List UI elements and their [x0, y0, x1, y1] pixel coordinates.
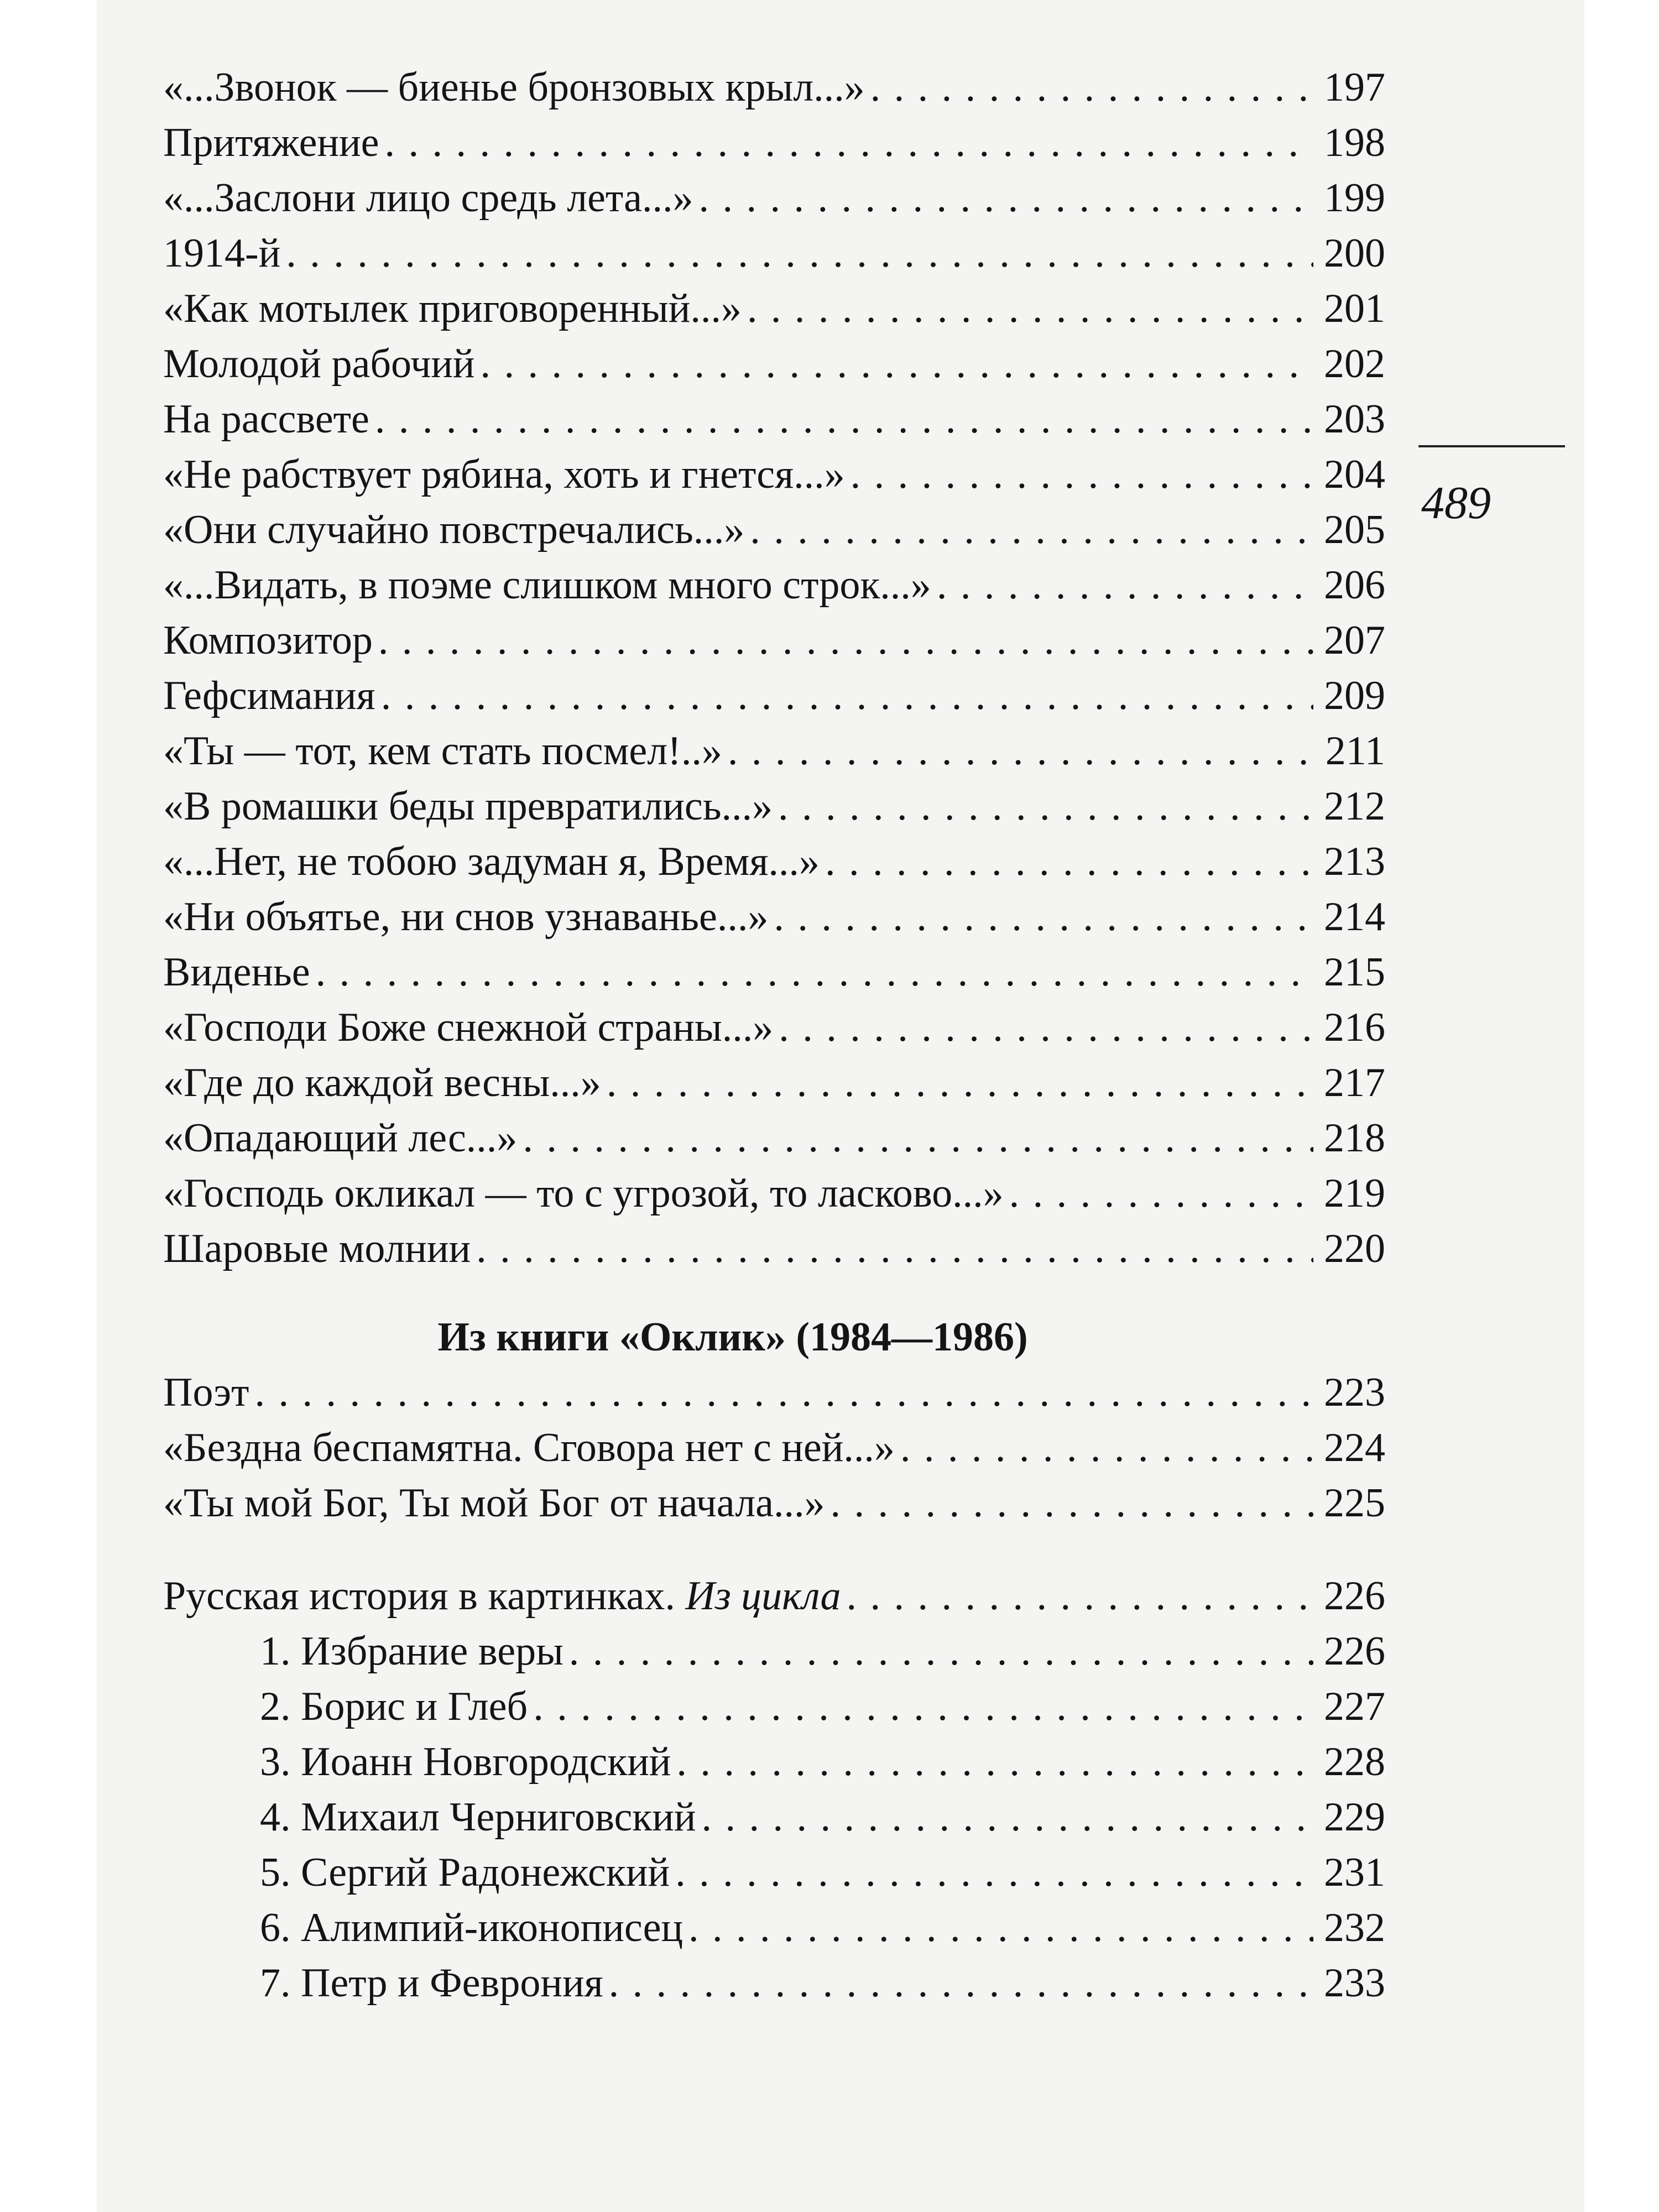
toc-entry-title: 3. Иоанн Новгородский [260, 1739, 671, 1785]
dot-leader [378, 613, 1313, 668]
toc-entry [163, 170, 1385, 226]
toc-page-number: 214 [1324, 894, 1385, 940]
toc-entry [163, 1000, 1385, 1055]
dot-leader [774, 889, 1313, 945]
toc-entry [163, 1734, 1385, 1790]
toc-entry [163, 1679, 1385, 1734]
dot-leader [831, 1475, 1313, 1531]
toc-entry [163, 668, 1385, 723]
toc-page-number: 224 [1324, 1425, 1385, 1470]
dot-leader [747, 281, 1313, 336]
toc-entry [163, 1166, 1385, 1221]
dot-leader [676, 1734, 1313, 1790]
toc-entry-title: 6. Алимпий-иконописец [260, 1905, 684, 1950]
dot-leader [609, 1955, 1313, 2011]
dot-leader [779, 1000, 1313, 1055]
toc-entry-title: 2. Борис и Глеб [260, 1684, 528, 1729]
dot-leader [750, 502, 1313, 557]
toc-page-number: 227 [1324, 1684, 1385, 1729]
toc-page-number: 209 [1324, 673, 1385, 718]
dot-leader [523, 1110, 1313, 1166]
toc-entry-title: Шаровые молнии [163, 1226, 471, 1271]
toc-entry-title: «Ни объятье, ни снов узнаванье...» [163, 894, 769, 940]
dot-leader [316, 945, 1313, 1000]
toc-entry-title: Виденье [163, 950, 310, 995]
toc-entry-title: «Ты мой Бог, Ты мой Бог от начала...» [163, 1480, 825, 1526]
table-of-contents [163, 60, 1385, 2011]
toc-page-number: 203 [1324, 397, 1385, 442]
dot-leader [381, 668, 1313, 723]
toc-entry-title: Композитор [163, 618, 373, 663]
toc-entry [163, 226, 1385, 281]
toc-entry-title: «...Нет, не тобою задуман я, Время...» [163, 839, 820, 884]
dot-leader [778, 779, 1313, 834]
cycle-subtitle: Из цикла [685, 1573, 841, 1619]
toc-entry [163, 336, 1385, 392]
toc-page-number: 225 [1324, 1480, 1385, 1526]
toc-entry [163, 613, 1385, 668]
toc-entry-title: «Опадающий лес...» [163, 1115, 518, 1161]
toc-entry [163, 447, 1385, 502]
dot-leader [937, 557, 1313, 613]
toc-page-number: 226 [1324, 1629, 1385, 1674]
toc-entry [163, 1955, 1385, 2011]
toc-page-number: 232 [1324, 1905, 1385, 1950]
section-heading: Из книги «Оклик» (1984—1986) [437, 1314, 1028, 1360]
toc-entry [163, 1900, 1385, 1955]
dot-leader [851, 447, 1313, 502]
toc-entry [163, 945, 1385, 1000]
toc-entry [163, 60, 1385, 115]
toc-entry [163, 1110, 1385, 1166]
toc-page-number: 212 [1324, 784, 1385, 829]
dot-leader [846, 1568, 1313, 1624]
dot-leader [476, 1221, 1313, 1276]
toc-entry-title: «Господь окликал — то с угрозой, то ласково...» [163, 1171, 1004, 1216]
toc-page-number: 231 [1324, 1850, 1385, 1895]
toc-entry-title: 7. Петр и Феврония [260, 1960, 603, 2006]
toc-entry-title: «Господи Боже снежной страны...» [163, 1005, 774, 1050]
dot-leader [675, 1845, 1313, 1900]
toc-page-number: 233 [1324, 1960, 1385, 2006]
toc-entry [163, 1790, 1385, 1845]
toc-page-number: 198 [1324, 120, 1385, 165]
toc-entry-title: «Они случайно повстречались...» [163, 507, 745, 552]
toc-entry-title: 1. Избрание веры [260, 1629, 564, 1674]
toc-entry [163, 889, 1385, 945]
toc-entry-title [163, 1568, 841, 1624]
toc-entry [163, 1624, 1385, 1679]
toc-entry [163, 1365, 1385, 1420]
toc-entry-title: 4. Михаил Черниговский [260, 1794, 696, 1840]
toc-cycle-entry [163, 1568, 1385, 1624]
toc-page-number: 226 [1324, 1573, 1385, 1619]
toc-entry-title: 5. Сергий Радонежский [260, 1850, 670, 1895]
toc-page-number: 219 [1324, 1171, 1385, 1216]
toc-entry [163, 1221, 1385, 1276]
toc-entry-title: Молодой рабочий [163, 341, 475, 387]
dot-leader [385, 115, 1314, 170]
toc-entry-title: «...Заслони лицо средь лета...» [163, 175, 693, 221]
toc-page-number: 201 [1324, 286, 1385, 331]
toc-page-number: 218 [1324, 1115, 1385, 1161]
toc-entry-title: Поэт [163, 1370, 249, 1415]
toc-page-number: 197 [1324, 65, 1385, 110]
dot-leader [900, 1420, 1313, 1475]
toc-entry [163, 115, 1385, 170]
toc-page-number: 207 [1324, 618, 1385, 663]
cycle-title: Русская история в картинках. [163, 1573, 686, 1619]
toc-entry-title: Гефсимания [163, 673, 375, 718]
toc-list-cycle [163, 1624, 1385, 2011]
toc-entry-title: «Бездна беспамятна. Сговора нет с ней...» [163, 1425, 895, 1470]
toc-page-number: 216 [1324, 1005, 1385, 1050]
toc-list-book [163, 1365, 1385, 1531]
toc-entry-title: На рассвете [163, 397, 369, 442]
dot-leader [569, 1624, 1313, 1679]
dot-leader [728, 723, 1313, 779]
toc-page-number: 215 [1324, 950, 1385, 995]
toc-page-number: 205 [1324, 507, 1385, 552]
dot-leader [825, 834, 1313, 889]
toc-list-top [163, 60, 1385, 1276]
toc-page-number: 228 [1324, 1739, 1385, 1785]
toc-entry-title: Притяжение [163, 120, 379, 165]
toc-page-number: 229 [1324, 1794, 1385, 1840]
dot-leader [607, 1055, 1313, 1110]
folio-rule [1418, 445, 1565, 447]
toc-page-number: 202 [1324, 341, 1385, 387]
toc-page-number: 213 [1324, 839, 1385, 884]
toc-page-number: 211 [1325, 728, 1385, 774]
dot-leader [481, 336, 1313, 392]
toc-entry [163, 557, 1385, 613]
dot-leader [533, 1679, 1313, 1734]
toc-entry [163, 1845, 1385, 1900]
toc-page-number: 217 [1324, 1060, 1385, 1105]
toc-entry [163, 779, 1385, 834]
toc-entry [163, 502, 1385, 557]
toc-entry-title: 1914-й [163, 231, 281, 276]
toc-entry [163, 1475, 1385, 1531]
toc-entry-title: «Где до каждой весны...» [163, 1060, 601, 1105]
toc-entry-title: «В ромашки беды превратились...» [163, 784, 773, 829]
toc-page-number: 206 [1324, 562, 1385, 608]
toc-entry-title: «Как мотылек приговоренный...» [163, 286, 742, 331]
toc-entry [163, 1055, 1385, 1110]
toc-page-number: 199 [1324, 175, 1385, 221]
toc-entry [163, 723, 1385, 779]
dot-leader [699, 170, 1314, 226]
dot-leader [254, 1365, 1313, 1420]
dot-leader [688, 1900, 1313, 1955]
toc-entry [163, 834, 1385, 889]
dot-leader [375, 392, 1313, 447]
toc-entry-title: «...Видать, в поэме слишком много строк...» [163, 562, 931, 608]
toc-entry-title: «Не рабствует рябина, хоть и гнется...» [163, 452, 845, 497]
toc-page-number: 220 [1324, 1226, 1385, 1271]
page-number: 489 [1421, 477, 1491, 529]
toc-entry-title: «Ты — тот, кем стать посмел!..» [163, 728, 722, 774]
toc-entry [163, 281, 1385, 336]
toc-page-number: 223 [1324, 1370, 1385, 1415]
dot-leader [870, 60, 1313, 115]
toc-entry [163, 392, 1385, 447]
dot-leader [286, 226, 1313, 281]
toc-page-number: 204 [1324, 452, 1385, 497]
toc-entry-title: «...Звонок — биенье бронзовых крыл...» [163, 65, 865, 110]
dot-leader [701, 1790, 1313, 1845]
toc-page-number: 200 [1324, 231, 1385, 276]
toc-entry [163, 1420, 1385, 1475]
dot-leader [1009, 1166, 1313, 1221]
